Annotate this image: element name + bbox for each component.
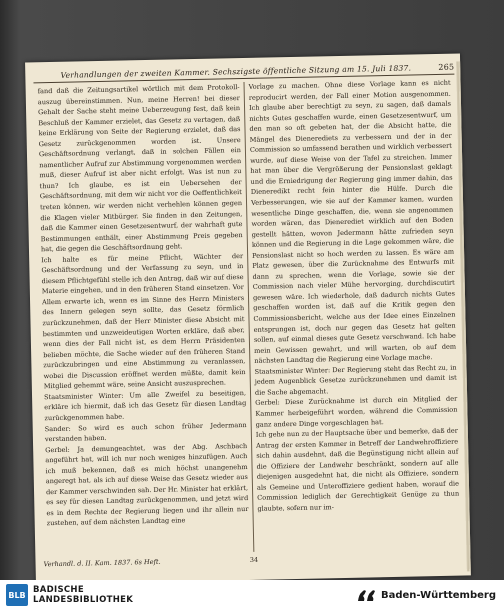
viewer-footer-bar — [0, 580, 504, 610]
paragraph: Gerbel: Ja demungeachtet, was der Abg. Aschbach angeführt hat, will ich nur noch weniges hinzufügen. Auch ich muß bekennen, daß es mich höchst unangenehm angeregt hat, als ich auf diese Weise das Gesetz wieder aus der Kammer verschwinden sah. Der Hr. Minister hat erklärt, es sey für diesen Landtag zurückgenommen, und jetzt wird es in dem Rechte der Regierung liegen und ihr allein nur zustehen, auf dem nächsten Landtag eine — [45, 441, 249, 528]
blb-name-line2: LANDESBIBLIOTHEK — [33, 595, 134, 605]
page-number: 265 — [438, 62, 455, 72]
right-column — [245, 78, 465, 552]
footer-signature: Verhandl. d. II. Kam. 1837. 6s Heft. — [43, 557, 161, 569]
paragraph: Ich gehe nun zu der Hauptsache über und bemerke, daß der Antrag der ersten Kammer in Betreff der Landwehroffiziere sich dahin ausdehnt, daß die Begünstigung nicht allein auf die Offiziere der Landwehr beschränkt, sondern auf alle diejenigen ausgedehnt hat, die nicht als Offiziere, sondern als Gemeine und Unteroffiziere gedient haben, worauf die Commission lediglich der Gerechtigkeit Genüge zu thun glaubte, sofern nur im- — [255, 426, 460, 513]
blb-logo-icon: BLB — [6, 584, 28, 606]
left-column — [34, 82, 255, 556]
header-title: Verhandlungen der zweiten Kammer. Sechszigste öffentliche Sitzung am 15. Juli 1837. — [60, 62, 412, 80]
bw-name: Baden-Württemberg — [380, 589, 496, 601]
paragraph: Ich halte es für meine Pflicht, Wächter der Geschäftsordnung und der Verfassung zu seyn, und in diesem Pflichtgefühl stelle ich den Antrag, daß wir auf diese Materie eingehen, und in den früheren Stand einsetzen. Vor Allem erwarte ich, wenn es im Sinne des Herrn Ministers des Innern gelegen seyn sollte, das Gesetz förmlich zurückzunehmen, daß der Herr Minister diese Absicht mit bestimmten und unzweideutigen Worten erkläre, daß aber, wenn dies der Fall nicht ist, es dem Herrn Präsidenten belieben möchte, die Sache wieder auf den früheren Stand zurückzubringen und eine Abstimmung zu veranlassen, wobei die Discussion eröffnet werden müßte, damit kein Mitglied gehemmt wäre, seine Ansicht auszusprechen. — [41, 251, 246, 391]
book-page — [25, 53, 471, 584]
blb-brand[interactable] — [6, 584, 133, 606]
blb-name-line1: BADISCHE — [33, 585, 84, 595]
text-columns — [34, 78, 465, 557]
paragraph: Staatsminister Winter: Um alle Zweifel zu beseitigen, erkläre ich hiermit, daß ich das Gesetz für diesen Landtag zurückgenommen habe. — [43, 388, 247, 423]
footer-spacer — [324, 551, 465, 566]
footer-number: 34 — [249, 555, 259, 564]
paragraph: Gerbel: Diese Zurücknahme ist durch ein Mitglied der Kammer herbeigeführt worden, während die Commission ganz andere Dinge vorgeschlagen hat. — [255, 394, 458, 429]
paragraph: Sander: So wird es auch schon früher Jedermann verstanden haben. — [44, 420, 247, 444]
bw-brand[interactable] — [356, 586, 496, 604]
paragraph: Staatsminister Winter: Der Regierung steht das Recht zu, in jedem Augenblick Gesetze zurückzunehmen und damit ist die Sache abgemacht. — [254, 363, 457, 397]
paragraph: Vorlage zu machen. Ohne diese Vorlage kann es nicht reproducirt werden, der Fall einer Motion ausgenommen. Ich glaube aber berechtigt zu seyn, zu sagen, daß damals nichts Gutes geschaffen wurde, einen Gesetzesentwurf, um den man so oft gebeten hat, der die Absicht hatte, die Mängel des Dienerediets zu verbessern und der in der Commission so umfassend berathen und wirklich verbessert wurde, auf diese Weise von der Tafel zu streichen. Immer hat man über die Vergrößerung der Pensionslast geklagt und die Erniedrigung der Regierung ging immer dahin, das Dieneredikt recht fein hinter die Hülfe. Durch die Verbesserungen, wie sie auf der Kammer kamen, wurden wesentliche Dinge geschaffen, die, wenn sie angenommen worden wären, das Dienerediet wirklich auf den Boden gestellt hätten, wovon Jedermann hätte zufrieden seyn können und die Regierung in die Lage gekommen wäre, die Pensionslast nicht so hoch werden zu lassen. Es wäre am Platz gewesen, über die Zurücknahme des Entwurfs mit dann zu sprechen, wenn die Vorlage, sowie sie der Commission nach vieler Mühe hervorging, durchdiscutirt gewesen wäre. Ich wiederhole, daß dadurch nichts Gutes geschaffen worden ist, daß auf die Kritik gegen den Commissionsbericht, welche aus der Idee eines Einzelnen entsprungen ist, doch nur gegen das Gesetz hat gelten sollen, auf einmal dieses gute Gesetz verschwand. Ich habe mein Gewissen gewahrt, und will warten, ob auf dem nächsten Landtag die Regierung eine Vorlage mache. — [248, 78, 457, 366]
blb-name — [33, 585, 133, 605]
paragraph: fand daß die Zeitungsartikel wörtlich mit dem Protokoll-auszug übereinstimmen. Nun, meine Herren! bei dieser Gehalt der Sache steht meine Ueberzeugung fest, daß kein Beschluß der Kammer erzielet, das Gesetz zu vertagen, daß keine Erklärung von Seite der Regierung erzielet, daß das Gesetz zurückgenommen worden ist. Unsere Geschäftsordnung verlangt, daß in solchen Fällen ein namentlicher Aufruf zur Abstimmung vorgenommen werden muß, dieser Aufruf ist aber nicht erfolgt. Was ist nun zu thun? Ich glaube, es ist ein Uebersehen der Geschäftsordnung, mit dem wir nicht vor die Oeffentlichkeit treten können, wir werden nicht verhehlen können gegen die Klagen vieler Mitbürger. Sie finden in den Zeitungen, daß die Kammer einen Gesetzesentwurf, der wahrhaft gute Bestimmungen enthält, einer Abstimmung Preis gegeben hat, die gegen die Geschäftsordnung geht. — [37, 83, 243, 254]
bw-lions-icon — [356, 586, 376, 604]
